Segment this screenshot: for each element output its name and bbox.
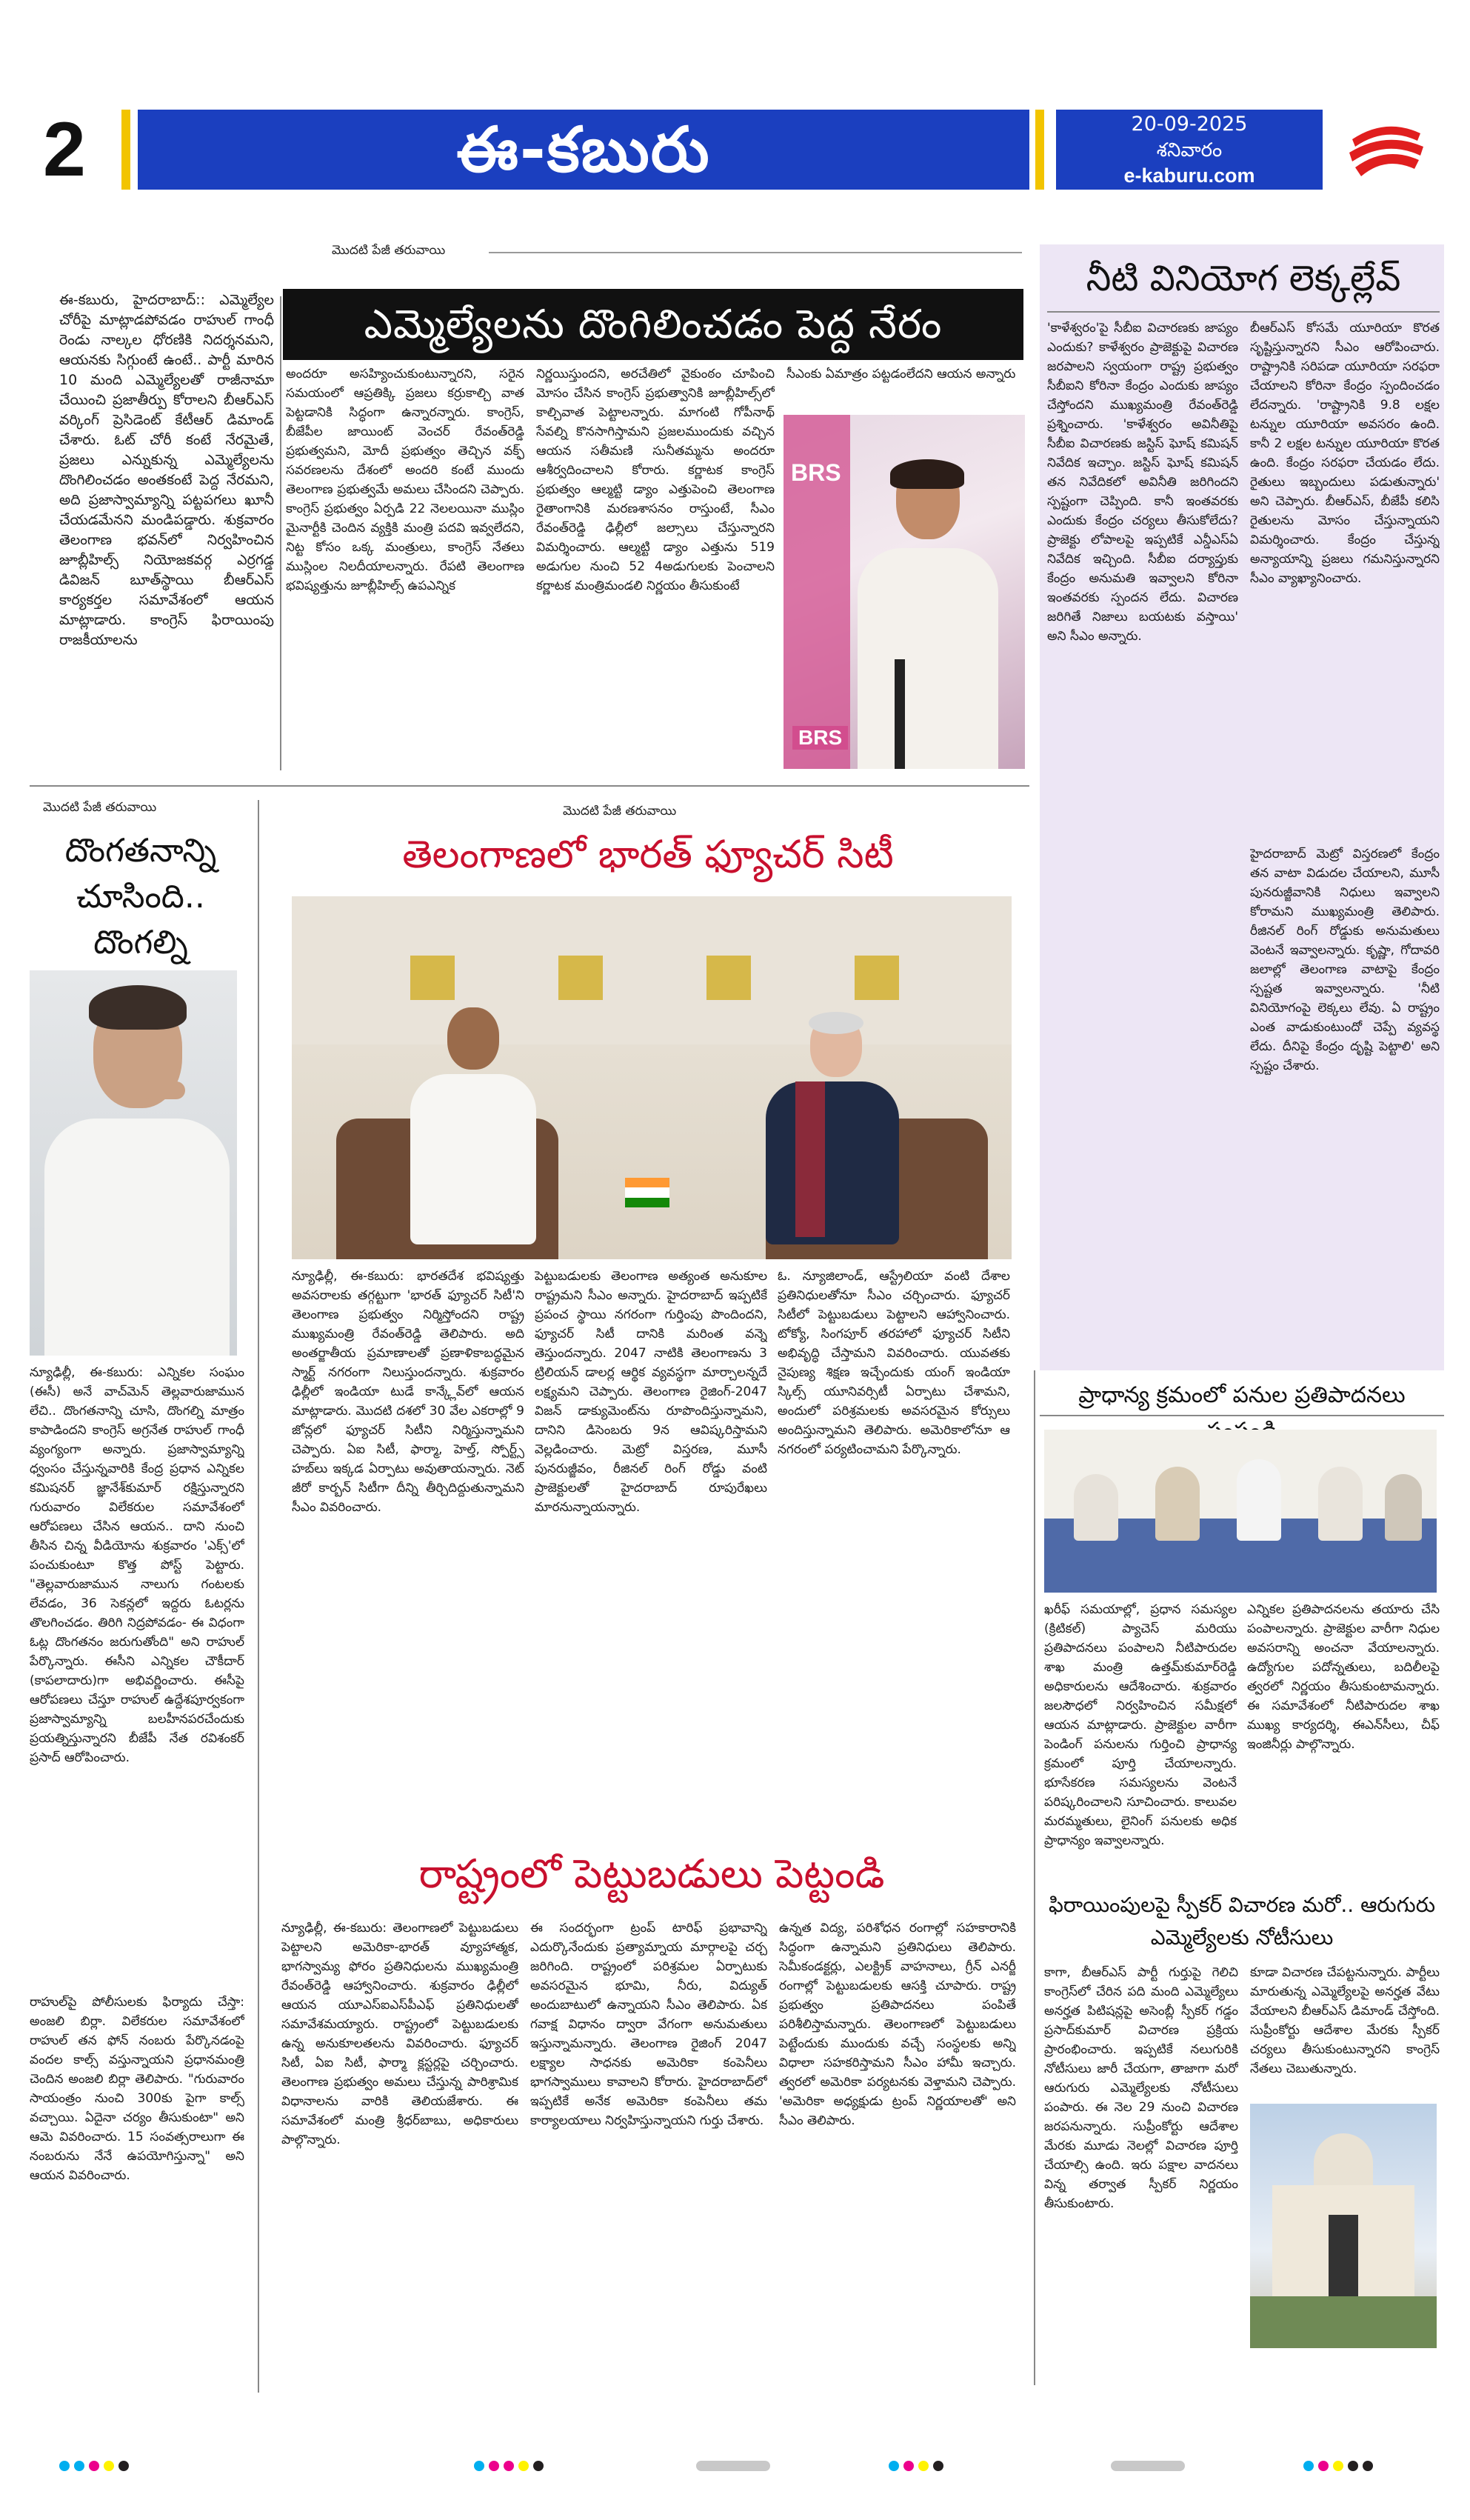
website[interactable]: e-kaburu.com [1123,164,1255,187]
logo-icon [1330,111,1441,188]
footer-marks-3 [889,2461,992,2473]
niti-headline-rule [1047,311,1440,313]
event-logo-2 [558,956,603,1000]
invest-col3: ఉన్నత విద్య, పరిశోధన రంగాల్లో సహకారానికి సిద్ధంగా ఉన్నామని ప్రతినిధులు తెలిపారు. సెమీకండక్టర్లు, ఎలక్ట్రిక్ వాహనాలు, గ్రీన్ ఎనర్జీ రంగాల్లో పెట్టుబడులకు ఆసక్తి చూపారు. రాష్ట్ర ప్రభుత్వం ప్రతిపాదనలు పంపితే పరిశీలిస్తామన్నారు. తెలంగాణలో పెట్టుబడులు పెట్టేందుకు ముందుకు వచ్చే సంస్థలకు అన్ని విధాలా సహకరిస్తామని సీఎం హామీ ఇచ్చారు. త్వరలో అమెరికా పర్యటనకు వెళ్తామని చెప్పారు. 'అమెరికా అధ్యక్షుడు ట్రంప్ నిర్ణయాలతో' అని సీఎం తెలిపారు. [779,1921,1016,2128]
priority-headline: ప్రాధాన్య క్రమంలో పనుల ప్రతిపాదనలు [1078,1382,1406,1408]
ktr-kicker-rule [489,252,1022,253]
future-headline: తెలంగాణలో భారత్ ఫ్యూచర్ సిటీ [402,833,894,877]
niti-col2: బీఆర్ఎస్ కోసమే యూరియా కొరత సృష్టిస్తున్నారని సీఎం ఆరోపించారు. రాష్ట్రానికి సరిపడా యూరియా సరఫరా చేయాలని కోరినా కేంద్రం స్పందించడం లేదన్నారు. 'రాష్ట్రానికి 9.8 లక్షల టన్నుల యూరియా అవసరం ఉంది. కానీ 2 లక్షల టన్నుల యూరియా కొరత ఉంది. కేంద్రం సరఫరా చేయడం లేదు. రైతులు ఇబ్బందులు పడుతున్నారు' అని చెప్పారు. బీఆర్ఎస్, బీజేపీ కలిసి రైతులను మోసం చేస్తున్నాయని విమర్శించారు. కేంద్రం చేస్తున్న అన్యాయాన్ని ప్రజలు గమనిస్తున్నారని సీఎం వ్యాఖ్యానించారు. [1250,321,1440,586]
future-col3b [778,1630,1010,1830]
notices-col2: కూడా విచారణ చేపట్టనున్నారు. పార్టీలు మారుతున్న ఎమ్మెల్యేలపై అనర్హత వేటు వేయాలని బీఆర్ఎస్ డిమాండ్ చేస్తోంది. సుప్రీంకోర్టు ఆదేశాల మేరకు స్పీకర్ చర్యలు తీసుకుంటున్నారని కాంగ్రెస్ నేతలు చెబుతున్నారు. [1250,1965,1440,2076]
notices-col1: కాగా, బీఆర్ఎస్ పార్టీ గుర్తుపై గెలిచి కాంగ్రెస్‌లో చేరిన పది మంది ఎమ్మెల్యేలు అనర్హత పిటిషన్లపై అసెంబ్లీ స్పీకర్ గడ్డం ప్రసాద్‌కుమార్ విచారణ ప్రక్రియ ప్రారంభించారు. ఇప్పటికే నలుగురికి నోటీసులు జారీ చేయగా, తాజాగా మరో ఆరుగురు ఎమ్మెల్యేలకు నోటీసులు పంపారు. ఈ నెల 29 నుంచి విచారణ జరపనున్నారు. సుప్రీంకోర్టు ఆదేశాల మేరకు మూడు నెలల్లో విచారణ పూర్తి చేయాల్సి ఉంది. ఇరు పక్షాల వాదనలు విన్న తర్వాత స్పీకర్ నిర్ణయం తీసుకుంటారు. [1044,1965,1238,2211]
priority-rule [1040,1415,1444,1416]
footer-marks-2 [474,2461,578,2473]
assembly-photo [1250,2104,1437,2348]
future-kicker: మొదటి పేజీ తరువాయి [563,804,677,819]
left-col-rule [258,800,259,2393]
issue-date: 20-09-2025 [1131,113,1248,136]
accent-bar-right [1035,110,1044,190]
invest-col2: ఈ సందర్భంగా ట్రంప్ టారిఫ్ ప్రభావాన్ని ఎదుర్కొనేందుకు ప్రత్యామ్నాయ మార్గాలపై చర్చ జరిగింది. రాష్ట్రంలో పరిశ్రమల ఏర్పాటుకు అవసరమైన భూమి, నీరు, విద్యుత్ అందుబాటులో ఉన్నాయని సీఎం తెలిపారు. ఏక గవాక్ష విధానం ద్వారా వేగంగా అనుమతులు ఇస్తున్నామన్నారు. తెలంగాణ రైజింగ్ 2047 లక్ష్యాల సాధనకు అమెరికా కంపెనీలు భాగస్వాములు కావాలని కోరారు. హైదరాబాద్‌లో ఇప్పటికే అనేక అమెరికా కంపెనీలు తమ కార్యాలయాలు నిర్వహిస్తున్నాయని గుర్తు చేశారు. [530,1921,767,2128]
rahul-body: న్యూఢిల్లీ, ఈ-కబురు: ఎన్నికల సంఘం (ఈసీ) అనే వాచ్‌మెన్ తెల్లవారుజామున లేచి.. దొంగతనాన్ని చూసి, దొంగల్ని మాత్రం కాపాడిందని కాంగ్రెస్ అగ్రనేత రాహుల్ గాంధీ వ్యంగ్యంగా అన్నారు. ప్రజాస్వామ్యాన్ని ధ్వంసం చేస్తున్నవారికి కేంద్ర ప్రధాన ఎన్నికల కమిషనర్ జ్ఞానేశ్‌కుమార్ రక్షిస్తున్నారని గురువారం విలేకరుల సమావేశంలో ఆరోపణలు చేసిన ఆయన.. దాని నుంచి తీసిన చిన్న వీడియోను శుక్రవారం 'ఎక్స్'లో పంచుకుంటూ కొత్త పోస్ట్ పెట్టారు. "తెల్లవారుజామున నాలుగు గంటలకు లేవడం, 36 సెకన్లలో ఇద్దరు ఓటర్లను తొలగించడం. తిరిగి నిద్రపోవడం- ఈ విధంగా ఓట్ల దొంగతనం జరుగుతోంది" అని రాహుల్ పేర్కొన్నారు. ఈసీని ఎన్నికల చౌకీదార్ (కాపలాదారు)గా అభివర్ణించారు. ఈసీపై ఆరోపణలు చేస్తూ రాహుల్ ఉద్దేశపూర్వకంగా ప్రజాస్వామ్యాన్ని బలహీనపరచేందుకు ప్రయత్నిస్తున్నారని బీజేపీ నేత రవిశంకర్ ప్రసాద్ ఆరోపించారు. [30,1365,244,1765]
future-col2: పెట్టుబడులకు తెలంగాణ అత్యంత అనుకూల రాష్ట్రమని సీఎం అన్నారు. హైదరాబాద్ ఇప్పటికే ప్రపంచ స్థాయి నగరంగా గుర్తింపు పొందిందని, ఫ్యూచర్ సిటీ దానికి మరింత వన్నె తెస్తుందన్నారు. 2047 నాటికి తెలంగాణను 3 ట్రిలియన్ డాలర్ల ఆర్థిక వ్యవస్థగా మార్చాలన్నదే లక్ష్యమని చెప్పారు. తెలంగాణ రైజింగ్-2047 విజన్ డాక్యుమెంట్‌ను రూపొందిస్తున్నామని, దానిని డిసెంబరు 9న ఆవిష్కరిస్తామని వెల్లడించారు. మెట్రో విస్తరణ, మూసీ పునరుజ్జీవం, రీజినల్ రింగ్ రోడ్డు వంటి ప్రాజెక్టులతో హైదరాబాద్ రూపురేఖలు మారనున్నాయన్నారు. [535,1269,767,1515]
ktr-col3: నిర్ణయిస్తుందని, అరచేతిలో వైకుంఠం చూపించి మోసం చేసిన కాంగ్రెస్ ప్రభుత్వానికి జూబ్లీహిల్స్‌లో కాల్చివాత పెట్టాలన్నారు. మాగంటి గోపీనాథ్ సేవల్ని కొనసాగిస్తామని ప్రజలముందుకు వచ్చిన ఆయన సతీమణి సునీతమ్మను అందరూ ఆశీర్వదించాలని కోరారు. కర్ణాటక కాంగ్రెస్ ప్రభుత్వం ఆల్మట్టి డ్యాం ఎత్తుపెంచి తెలంగాణ రైతాంగానికి మరణశాసనం రాస్తుంటే, సీఎం రేవంత్‌రెడ్డి ఢిల్లీలో జల్సాలు చేస్తున్నారని విమర్శించారు. ఆల్మట్టి డ్యాం ఎత్తును 519 అడుగుల నుంచి 52 4అడుగులకు పెంచాలని కర్ణాటక మంత్రిమండలి నిర్ణయం తీసుకుంటే [536,367,775,593]
person-right [766,1015,899,1244]
microphone [895,659,905,769]
invest-headline: రాష్ట్రంలో పెట్టుబడులు పెట్టండి [418,1850,885,1897]
brs-podium-label: BRS [792,726,848,750]
priority-body2: ఎన్నికల ప్రతిపాదనలను తయారు చేసి పంపాలన్నారు. ప్రాజెక్టుల వారీగా నిధుల అవసరాన్ని అంచనా వేయాలన్నారు. ఉద్యోగుల పదోన్నతులు, బదిలీలపై త్వరలో నిర్ణయం తీసుకుంటామన్నారు. ఈ సమావేశంలో నీటిపారుదల శాఖ ముఖ్య కార్యదర్శి, ఈఎన్‌సీలు, చీఫ్ ఇంజినీర్లు పాల్గొన్నారు. [1247,1602,1440,1752]
future-col1: న్యూఢిల్లీ, ఈ-కబురు: భారతదేశ భవిష్యత్తు అవసరాలకు తగ్గట్టుగా 'భారత్ ఫ్యూచర్ సిటీ'ని తెలంగాణ ప్రభుత్వం నిర్మిస్తోందని రాష్ట్ర ముఖ్యమంత్రి రేవంత్‌రెడ్డి తెలిపారు. అది అంతర్జాతీయ ప్రమాణాలతో ప్రణాళికాబద్ధమైన స్మార్ట్ నగరంగా నిలుస్తుందన్నారు. శుక్రవారం ఢిల్లీలో ఇండియా టుడే కాన్క్లేవ్‌లో ఆయన మాట్లాడారు. మొదటి దశలో 30 వేల ఎకరాల్లో 9 జోన్లలో ఫ్యూచర్ సిటీని నిర్మిస్తున్నామని చెప్పారు. ఏఐ సిటీ, ఫార్మా, హెల్త్, స్పోర్ట్స్ హబ్‌లు ఇక్కడ ఏర్పాటు అవుతాయన్నారు. నెట్ జీరో కార్బన్ సిటీగా దీన్ని తీర్చిదిద్దుతున్నామని సీఎం వివరించారు. [292,1269,524,1515]
ktr-col4: సీఎంకు ఏమాత్రం పట్టడంలేదని ఆయన అన్నారు [786,367,1016,381]
footer-gray-bar-1 [696,2461,770,2471]
ktr-lead: ఈ-కబురు, హైదరాబాద్:: ఎమ్మెల్యేల చోరీపై మాట్లాడపోవడం రాహుల్ గాంధీ రెండు నాల్కల ధోరణికి నిదర్శనమని, ఆయనకు సిగ్గుంటే ఉంటే.. పార్టీ మారిన 10 మంది ఎమ్మెల్యేలతో రాజీనామా చేయించి ప్రజాతీర్పు కోరాలని బీఆర్ఎస్ వర్కింగ్ ప్రెసిడెంట్ కేటీఆర్ డిమాండ్ చేశారు. ఓట్ చోరీ కంటే నేరమైతే, ప్రజలు ఎన్నుకున్న ఎమ్మెల్యేలను దొంగిలించడం అంతకంటే పెద్ద నేరమని, అది ప్రజాస్వామ్యాన్ని పట్టపగలు ఖూనీ చేయడమేనని మండిపడ్డారు. శుక్రవారం తెలంగాణ భవన్‌లో నిర్వహించిన జూబ్లీహిల్స్ నియోజకవర్గ ఎర్రగడ్డ డివిజన్ బూత్‌స్థాయి బీఆర్ఎస్ కార్యకర్తల సమావేశంలో ఆయన మాట్లాడారు. కాంగ్రెస్ ఫిరాయింపు రాజకీయాలను [59,292,274,648]
footer-marks-4 [1303,2461,1407,2473]
niti-col3: హైదరాబాద్ మెట్రో విస్తరణలో కేంద్రం తన వాటా విడుదల చేయాలని, మూసీ పునరుజ్జీవానికి నిధులు ఇవ్వాలని కోరామని ముఖ్యమంత్రి తెలిపారు. రీజినల్ రింగ్ రోడ్డుకు అనుమతులు వెంటనే ఇవ్వాలన్నారు. కృష్ణా, గోదావరి జలాల్లో తెలంగాణ వాటాపై కేంద్రం స్పష్టత ఇవ్వాలన్నారు. 'నీటి వినియోగంపై లెక్కలు లేవు. ఏ రాష్ట్రం ఎంత వాడుకుంటుందో చెప్పే వ్యవస్థ లేదు. దీనిపై కేంద్రం దృష్టి పెట్టాలి' అని స్పష్టం చేశారు. [1250,847,1440,1073]
future-col3: ఓ. న్యూజిలాండ్, ఆస్ట్రేలియా వంటి దేశాల ప్రతినిధులతోనూ సీఎం చర్చించారు. ఫ్యూచర్ సిటీలో పెట్టుబడులు పెట్టాలని ఆహ్వానించారు. టోక్యో, సింగపూర్ తరహాలో ఫ్యూచర్ సిటీని అభివృద్ధి చేస్తామని వివరించారు. యువతకు నైపుణ్య శిక్షణ ఇచ్చేందుకు యంగ్ ఇండియా స్కిల్స్ యూనివర్సిటీ ఏర్పాటు చేశామని, అందులో పరిశ్రమలకు అవసరమైన కోర్సులు అందిస్తున్నామని తెలిపారు. అమెరికాలోనూ ఆ నగరంలో పర్యటించామని పేర్కొన్నారు. [778,1269,1010,1457]
issue-day: శనివారం [1156,139,1223,161]
priority-photo [1044,1430,1437,1593]
invest-col1: న్యూఢిల్లీ, ఈ-కబురు: తెలంగాణలో పెట్టుబడులు పెట్టాలని అమెరికా-భారత్ వ్యూహాత్మక, భాగస్వామ్య ఫోరం ప్రతినిధులను ముఖ్యమంత్రి రేవంత్‌రెడ్డి ఆహ్వానించారు. శుక్రవారం ఢిల్లీలో ఆయన యూఎస్ఐఎస్‌పీఎఫ్ ప్రతినిధులతో సమావేశమయ్యారు. రాష్ట్రంలో పెట్టుబడులకు ఉన్న అనుకూలతలను వివరించారు. ఫ్యూచర్ సిటీ, ఏఐ సిటీ, ఫార్మా క్లస్టర్లపై చర్చించారు. తెలంగాణ ప్రభుత్వం అమలు చేస్తున్న పారిశ్రామిక విధానాలను వారికి తెలియజేశారు. ఈ సమావేశంలో మంత్రి శ్రీధర్‌బాబు, అధికారులు పాల్గొన్నారు. [281,1921,518,2147]
niti-col1: 'కాళేశ్వరం'పై సీబీఐ విచారణకు జాప్యం ఎందుకు? కాళేశ్వరం ప్రాజెక్టుపై విచారణ జరపాలని స్వయంగా రాష్ట్ర ప్రభుత్వం సీబీఐని కోరినా కేంద్రం ఎందుకు జాప్యం చేస్తోందని ముఖ్యమంత్రి రేవంత్‌రెడ్డి ప్రశ్నించారు. 'కాళేశ్వరం అవినీతిపై సీబీఐ విచారణకు జస్టిస్ ఘోష్ కమిషన్ నివేదిక ఇచ్చాం. జస్టిస్ ఘోష్ కమిషన్ తన నివేదికలో అవినీతి జరిగిందని స్పష్టంగా చెప్పింది. కానీ ఇంతవరకు ఎందుకు కేంద్రం చర్యలు తీసుకోలేదు? ప్రాజెక్టు లోపాలపై ఇప్పటికే ఎన్డీఎస్ఏ నివేదిక ఇచ్చింది. సీబీఐ దర్యాప్తుకు కేంద్రం అనుమతి ఇవ్వాలని కోరినా ఇంతవరకు స్పందన లేదు. విచారణ జరిగితే నిజాలు బయటకు వస్తాయి' అని సీఎం అన్నారు. [1047,321,1238,644]
masthead-band [138,110,1029,190]
future-photo [292,896,1012,1259]
table-flag [625,1178,669,1207]
ktr-headline-box [283,289,1023,360]
date-box [1056,110,1323,190]
speaker-figure [858,459,998,769]
event-logo-4 [855,956,899,1000]
ktr-kicker: మొదటి పేజీ తరువాయి [332,243,446,258]
ktr-col2: అందరూ అసహ్యించుకుంటున్నారని, సరైన సమయంలో ఆప్రతిక్కి ప్రజలు కర్రుకాల్చి వాత పెట్టడానికి సిద్ధంగా ఉన్నారన్నారు. కాంగ్రెస్, బీజేపీల జాయింట్ వెంచర్ రేవంత్‌రెడ్డి ప్రభుత్వమని, మోదీ ప్రభుత్వం తెచ్చిన వక్ఫ్ సవరణలను దేశంలో అందరి కంటే ముందు తెలంగాణ ప్రభుత్వమే అమలు చేసిందని చెప్పారు. కాంగ్రెస్ ప్రభుత్వం ఏర్పడి 22 నెలలయినా ముస్లిం మైనార్టీకి చెందిన వ్యక్తికి మంత్రి పదవి ఇవ్వలేదని, నిట్ట కోసం ఒక్క మంత్రులు, కాంగ్రెస్ నేతలు ముస్లింల నిలదీయాలన్నారు. రేపటి తెలంగాణ భవిష్యత్తును జూబ్లీహిల్స్ ఉపఎన్నిక [286,367,524,593]
rahul-photo [30,970,237,1356]
priority-body: ఖరీఫ్ సమయాల్లో, ప్రధాన సమస్యల (క్రిటికల్) ప్యాచెస్ మరియు ప్రతిపాదనలు పంపాలని నీటిపారుదల శాఖ మంత్రి ఉత్తమ్‌కుమార్‌రెడ్డి అధికారులను ఆదేశించారు. శుక్రవారం జలసౌధలో నిర్వహించిన సమీక్షలో ఆయన మాట్లాడారు. ప్రాజెక్టుల వారీగా పెండింగ్ పనులను గుర్తించి ప్రాధాన్య క్రమంలో పూర్తి చేయాలన్నారు. భూసేకరణ సమస్యలను వెంటనే పరిష్కరించాలని సూచించారు. కాలువల మరమ్మతులు, లైనింగ్ పనులకు అధిక ప్రాధాన్యం ఇవ్వాలన్నారు. [1044,1602,1237,1848]
notices-headline: ఫిరాయింపులపై స్పీకర్ విచారణ మరో.. ఆరుగురు ఎమ్మెల్యేలకు నోటీసులు [1048,1893,1436,1950]
ktr-bottom-rule [30,785,1029,787]
rahul-body2: రాహుల్‌పై పోలీసులకు ఫిర్యాదు చేస్తా: అంజలి బిర్లా. విలేకరుల సమావేశంలో రాహుల్ తన ఫోన్ నంబరు పేర్కొనడంపై వందల కాల్స్ వస్తున్నాయని ప్రధానమంత్రి చెందిన అంజలి బిర్లా తెలిపారు. "గురువారం సాయంత్రం నుంచి 300కు పైగా కాల్స్ వచ్చాయి. ఏదైనా చర్యం తీసుకుంటా" అని ఆమె వివరించారు. 15 సంవత్సరాలుగా ఈ నంబరును నేనే ఉపయోగిస్తున్నా" అని ఆయన వివరించారు. [30,1995,244,2183]
person-left [410,1007,536,1244]
ktr-headline: ఎమ్మెల్యేలను దొంగిలించడం పెద్ద నేరం [364,301,943,347]
accent-bar [121,110,130,190]
event-logo-1 [410,956,455,1000]
footer-marks-1 [59,2461,163,2473]
right-col-rule [1034,1370,1035,2385]
newspaper-title: ఈ-కబురు [456,113,711,186]
page-number: 2 [43,107,86,193]
footer-gray-bar-2 [1111,2461,1185,2471]
rahul-headline: దొంగతనాన్ని చూసింది.. దొంగల్ని [64,832,217,961]
rahul-kicker: మొదటి పేజీ తరువాయి [43,800,157,815]
masthead [27,107,1443,193]
ktr-col-rule [280,296,281,770]
niti-headline: నీటి వినియోగ లెక్కల్లేవ్ [1086,258,1401,299]
brs-sign: BRS [791,459,841,486]
event-logo-3 [706,956,751,1000]
ktr-photo [784,415,1025,769]
